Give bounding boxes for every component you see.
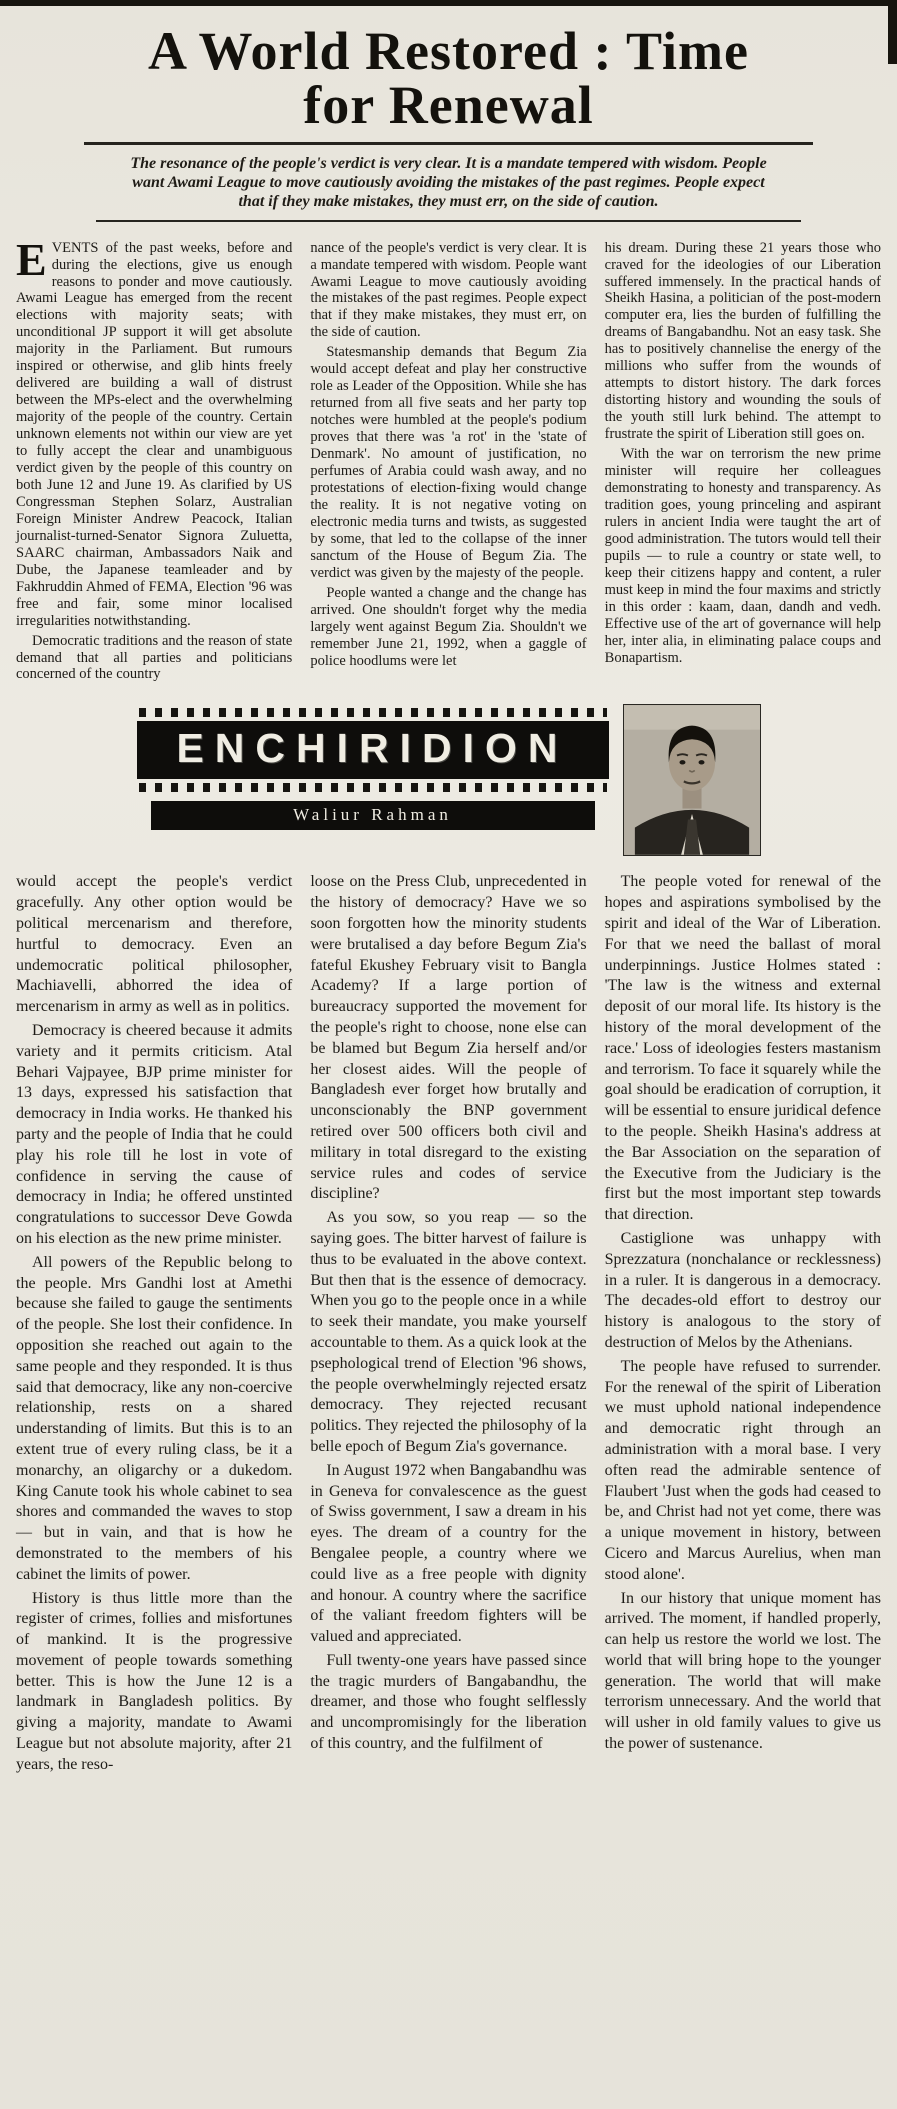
paragraph: Castiglione was unhappy with Sprezzatura (nonchalance or recklessness) in a ruler. It is dangerous in a democracy. The decades-old effort to destroy our history is analogous to the story of destruction of Melos by the Athenians. bbox=[604, 1229, 881, 1351]
paragraph: Democracy is cheered because it admits variety and it permits criticism. Atal Behari Vajpayee, BJP prime minister for 13 days, expressed his satisfaction that democracy in India works. He thanked his party and the people of India that he could play his role till he lost in vote of confidence in serving the cause of democracy in India; he offered unstinted congratulations to successor Deve Gowda on his election as the new prime minister. bbox=[16, 1021, 293, 1247]
paragraph: Full twenty-one years have passed since the tragic murders of Bangabandhu, the dreamer, and those who fought selflessly and uncompromisingly for the liberation of this country, and the fulfilment of bbox=[310, 1651, 587, 1753]
page-title bbox=[28, 21, 869, 135]
paragraph: Democratic traditions and the reason of state demand that all parties and politicians concerned of the country bbox=[16, 632, 293, 683]
filmstrip-banner bbox=[137, 704, 609, 830]
paragraph: The people have refused to surrender. For the renewal of the spirit of Liberation we must uphold national independence and democratic right through an administration with a moral base. I very often read the admirable sentence of Flaubert 'Just when the gods had ceased to be, and Christ had not yet come, there was a unique movement in history, between Cicero and Marcus Aurelius, when man stood alone'. bbox=[604, 1357, 881, 1583]
paragraph: All powers of the Republic belong to the people. Mrs Gandhi lost at Amethi because she failed to gauge the sentiments of the people. She lost their confidence. In opposition she reached out again to the same people and they responded. It is thus said that democracy, like any non-coercive relationship, rests on a shared understanding of limits. But this is to an extent true of every ruling class, be it a monarchy, an oligarchy or a dukedom. King Canute took his whole cabinet to sea shores and commanded the waves to stop — but in vain, and that is how he demonstrated to the members of his cabinet the limits of power. bbox=[16, 1253, 293, 1583]
paragraph: History is thus little more than the register of crimes, follies and misfortunes of mankind. It is the progressive movement of people towards something better. This is how the June 12 is a landmark in Bangladesh politics. By giving a majority, mandate to Awami League but not absolute majority, after 21 years, the reso- bbox=[16, 1589, 293, 1773]
filmstrip-dots-bottom bbox=[139, 783, 607, 792]
column-2-top bbox=[310, 240, 586, 687]
paragraph: With the war on terrorism the new prime minister will require her colleagues demonstrating to honesty and transparency. As tradition goes, young princeling and aspirant rulers in ancient India were taught the art of good administration. The tutors would tell their pupils — to rule a country or state well, to keep their citizens happy and content, a ruler must keep in mind the four maxims and strictly in this order : kaam, daan, dandh and vedh. Effective use of the art of governance will help her, inter alia, in eliminating palace coups and Bonapartism. bbox=[604, 446, 881, 666]
headline-line-1: A World Restored : Time bbox=[147, 21, 750, 81]
paragraph: People wanted a change and the change has arrived. One shouldn't forget why the media largely went against Begum Zia. Shouldn't we remember June 21, 1992, when a gaggle of police hoodlums were let bbox=[310, 584, 587, 669]
masthead bbox=[0, 0, 897, 222]
standfirst: The resonance of the people's verdict is very clear. It is a mandate tempered with wisdom. People want Awami League to move cautiously avoiding the mistakes of the past regimes. People expect that if they make mistakes, they must err, on the side of caution. bbox=[130, 155, 767, 210]
column-3-bottom bbox=[605, 872, 881, 1778]
portrait-silhouette bbox=[624, 705, 760, 855]
banner-title: ENCHIRIDION bbox=[176, 725, 569, 772]
article-body-top bbox=[0, 232, 897, 687]
scan-edge-right bbox=[888, 0, 897, 64]
paragraph: his dream. During these 21 years those who craved for the ideologies of our Liberation suffered immensely. In the practical hands of Sheikh Hasina, a politician of the post-modern computer era, lies the burden of fulfilling the dreams of Bangabandhu. Not an easy task. She has to positively channelise the energy of the millions who suffer from the wounds of attempts to distort history. The dark forces distorting history and wounding the souls of the youth still lurk behind. The attempt to frustrate the spirit of Liberation still goes on. bbox=[604, 239, 881, 443]
banner-title-bar bbox=[137, 721, 609, 779]
paragraph: nance of the people's verdict is very clear. It is a mandate tempered with wisdom. People want Awami League to move cautiously avoiding the mistakes of the past regimes. People expect that if they make mistakes, they must err, on the side of caution. bbox=[310, 239, 587, 341]
section-banner bbox=[0, 704, 897, 856]
paragraph: The people voted for renewal of the hopes and aspirations symbolised by the spirit and ideal of the War of Liberation. For that we need the ballast of moral underpinnings. Justice Holmes stated : 'The law is the witness and external deposit of our moral life. Its history is the history of the moral development of the race.' Loss of ideologies festers mastanism and terrorism. To face it squarely while the goal should be eradication of corruption, it will be essential to ensure juridical defence to the people. Sheikh Hasina's address at the Bar Association on the separation of the Executive from the Judiciary is the first but the most important step towards that direction. bbox=[604, 873, 881, 1224]
column-1-bottom bbox=[16, 872, 292, 1778]
divider bbox=[96, 220, 801, 222]
column-2-bottom bbox=[310, 872, 586, 1778]
paragraph: In August 1972 when Bangabandhu was in Geneva for convalescence as the guest of Swiss government, I saw a dream in his eyes. The dream of a country for the Bengalee people, a country where we could live as a free people with dignity and honour. A country where the sacrifice of the valiant freedom fighters will be valued and appreciated. bbox=[310, 1461, 587, 1646]
paragraph-text: VENTS of the past weeks, before and during the elections, give us enough reasons to ponder and move cautiously. Awami League has emerged from the recent elections with majority seats; with unconditional JP support it will get absolute majority in the Parliament. But rumours inspired or otherwise, and glib hints freely delivered are building a wall of distrust between the MPs-elect and the overwhelming majority of the people of the country. Certain unknown elements not within our view are yet to fully accept the clear and unambiguous verdict given by the people of this country on both June 12 and June 19. As clarified by US Congressman Stephen Solarz, Australian Foreign Minister Andrew Peacock, Italian journalist-turned-Senator Signora Zuluetta, SAARC chairman, Ambassadors Naik and Dube, the Japanese teamleader and by Fakhruddin Ahmed of FEMA, Election '96 was free and fair, some minor localised irregularities notwithstanding. bbox=[16, 239, 293, 629]
byline: Waliur Rahman bbox=[293, 805, 452, 825]
paragraph: In our history that unique moment has arrived. The moment, if handled properly, can help us restore the world we lost. The world that will bring hope to the younger generation. The world that will make terrorism unnecessary. And the world that will usher in old family values to give us the power of sustenance. bbox=[604, 1589, 881, 1753]
scan-edge-top bbox=[0, 0, 897, 6]
paragraph: Statesmanship demands that Begum Zia would accept defeat and play her constructive role as Leader of the Opposition. While she has returned from all five seats and her party top notches were humbled at the people's podium proves that there was 'a rot' in the 'state of Denmark'. No amount of justification, no perfumes of Arabia could wash away, and no protestations of election-fixing would change the reality. It is not negative voting on electronic media turns and twists, as suggested by some, that led to the collapse of the inner sanctum of the House of Begum Zia. The verdict was given by the majesty of the people. bbox=[310, 344, 587, 581]
paragraph: loose on the Press Club, unprecedented in the history of democracy? Have we so soon forgotten how the minority students were brutalised a day before Begum Zia's fateful Ekushey February visit to Bangla Academy? If a large portion of bureaucracy supported the movement for the people's right to choose, none else can be blamed but Begum Zia herself and/or her closest aides. Will the people of Bangladesh ever forget how brutally and unconscionably the BNP government retired over 500 officers both civil and military in total disregard to the existing service rules and codes of service discipline? bbox=[310, 873, 587, 1203]
dropcap: E bbox=[16, 233, 47, 285]
filmstrip-dots-top bbox=[139, 708, 607, 717]
divider bbox=[84, 142, 813, 145]
byline-bar bbox=[151, 801, 595, 830]
column-1-top bbox=[16, 233, 293, 687]
column-3-top bbox=[605, 240, 881, 687]
paragraph: would accept the people's verdict gracefully. Any other option would be political mercenarism and therefore, hurtful to democracy. Even an undemocratic political philosopher, Machiavelli, abhorred the idea of mercenarism in army as well as in politics. bbox=[16, 873, 293, 1016]
headline-line-2: for Renewal bbox=[303, 75, 594, 135]
author-photo bbox=[623, 704, 761, 856]
paragraph: As you sow, so you reap — so the saying goes. The bitter harvest of failure is thus to be evaluated in the above context. But then that is the essence of democracy. When you go to the people once in a while to seek their mandate, you make yourself accountable to them. As a quick look at the psephological trend of Election '96 shows, the people overwhelmingly rejected ersatz democracy. They rejected recusant politics. They rejected the philosophy of la belle epoch of Begum Zia's governance. bbox=[310, 1209, 587, 1455]
paragraph bbox=[16, 233, 293, 630]
article-body-bottom bbox=[0, 864, 897, 1798]
